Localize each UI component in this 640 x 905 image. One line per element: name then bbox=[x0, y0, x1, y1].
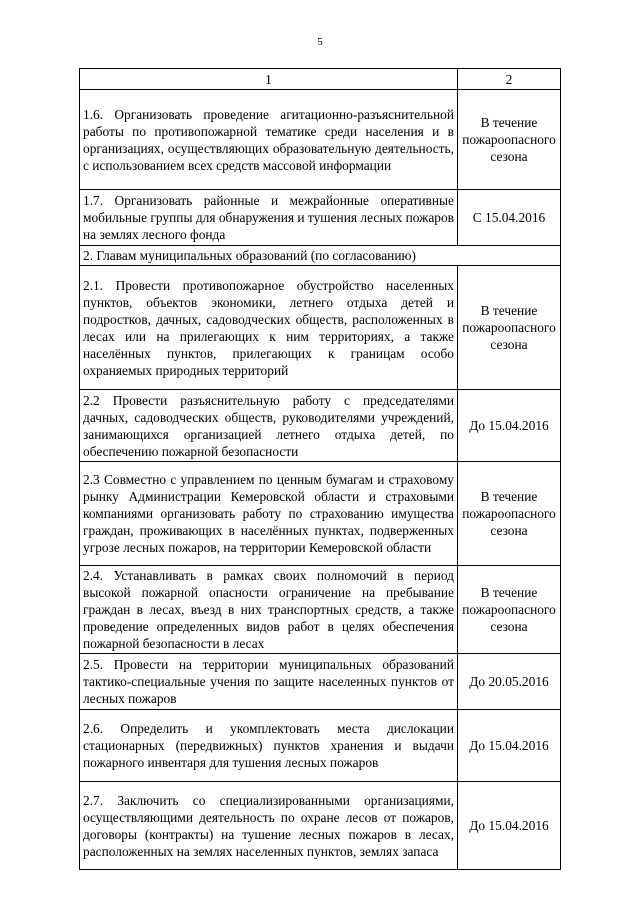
measure-text: 1.7. Организовать районные и межрайонные оперативные мобильные группы для обнаружения и тушения лесных пожаров на землях лесного фонда bbox=[80, 190, 458, 246]
measure-text: 2.1. Провести противопожарное обустройство населенных пунктов, объектов экономики, летнего отдыха детей и подростков, дачных, садоводческих обществ, расположенных в лесах или на прилегающих к ним территориях, а также населённых пунктов, прилегающих к границам особо охраняемых природных территорий bbox=[80, 266, 458, 390]
measure-term: С 15.04.2016 bbox=[458, 190, 561, 246]
measure-text: 2.3 Совместно с управлением по ценным бумагам и страховому рынку Администрации Кемеровской области и страховыми компаниями организовать работу по страхованию имущества граждан, проживающих в населённых пунктах, подверженных угрозе лесных пожаров, на территории Кемеровской области bbox=[80, 462, 458, 566]
measure-text: 2.5. Провести на территории муниципальных образований тактико-специальные учения по защите населенных пунктов от лесных пожаров bbox=[80, 654, 458, 710]
table-row bbox=[80, 266, 561, 390]
measure-term: В течение пожароопасного сезона bbox=[458, 90, 561, 190]
measures-table bbox=[79, 68, 561, 870]
measure-term: До 20.05.2016 bbox=[458, 654, 561, 710]
table-row bbox=[80, 710, 561, 782]
section-row bbox=[80, 246, 561, 266]
table-row bbox=[80, 190, 561, 246]
page-number: 5 bbox=[317, 36, 323, 48]
measure-text: 2.7. Заключить со специализированными организациями, осуществляющими деятельность по охране лесов от пожаров, договоры (контракты) на тушение лесных пожаров в лесах, расположенных на землях населенных пунктов, землях запаса bbox=[80, 782, 458, 870]
table-row bbox=[80, 462, 561, 566]
table-row bbox=[80, 782, 561, 870]
column-header-2: 2 bbox=[458, 69, 561, 90]
measure-term: До 15.04.2016 bbox=[458, 390, 561, 462]
measure-term: В течение пожароопасного сезона bbox=[458, 566, 561, 654]
table-row bbox=[80, 654, 561, 710]
section-heading: 2. Главам муниципальных образований (по согласованию) bbox=[80, 246, 561, 266]
table-header-row bbox=[80, 69, 561, 90]
table-row bbox=[80, 390, 561, 462]
table-row bbox=[80, 566, 561, 654]
measure-text: 2.2 Провести разъяснительную работу с председателями дачных, садоводческих обществ, руководителями учреждений, занимающихся организацией летнего отдыха детей, по обеспечению пожарной безопасности bbox=[80, 390, 458, 462]
measure-term: До 15.04.2016 bbox=[458, 710, 561, 782]
measure-term: До 15.04.2016 bbox=[458, 782, 561, 870]
column-header-1: 1 bbox=[80, 69, 458, 90]
measure-term: В течение пожароопасного сезона bbox=[458, 462, 561, 566]
table-row bbox=[80, 90, 561, 190]
measure-text: 2.4. Устанавливать в рамках своих полномочий в период высокой пожарной опасности ограничение на пребывание граждан в лесах, въезд в них транспортных средств, а также проведение определенных видов работ в целях обеспечения пожарной безопасности в лесах bbox=[80, 566, 458, 654]
measure-text: 1.6. Организовать проведение агитационно-разъяснительной работы по противопожарной тематике среди населения и в организациях, осуществляющих образовательную деятельность, с использованием всех средств массовой информации bbox=[80, 90, 458, 190]
measure-text: 2.6. Определить и укомплектовать места дислокации стационарных (передвижных) пунктов хранения и выдачи пожарного инвентаря для тушения лесных пожаров bbox=[80, 710, 458, 782]
measure-term: В течение пожароопасного сезона bbox=[458, 266, 561, 390]
